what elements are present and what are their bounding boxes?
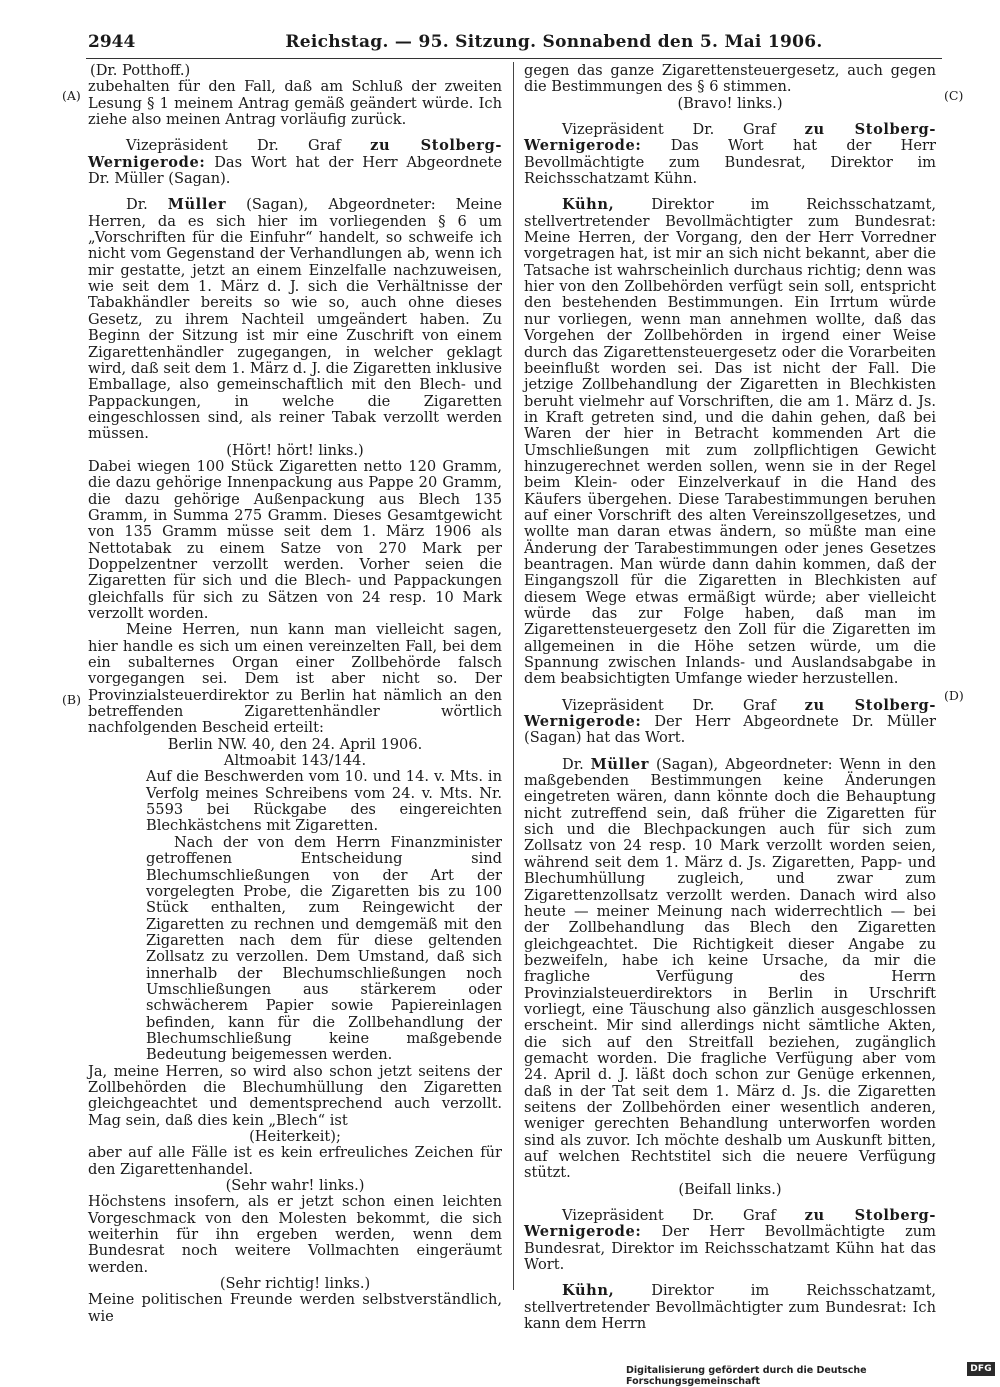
interjection: (Heiterkeit); [249,1128,341,1145]
paragraph: Meine politischen Freunde werden selbstverständlich, wie [88,1291,502,1325]
paragraph: Dabei wiegen 100 Stück Zigaretten netto 120 Gramm, die dazu gehörige Innenpackung aus Pappe 20 Gramm, die dazu gehörige Außenpackung aus Blech 135 Gramm, in Summa 275 Gramm. Dieses Gesamtgewicht von 135 Gramm müsse seit dem 1. März 1906 als Nettotabak zu einem Satze von 270 Mark per Doppelzentner verzollt werden. Vorher seien die Zigaretten für sich und die Blech- und Pappackungen gleichfalls für sich zu Sätzen von 24 resp. 10 Mark verzollt worden. [88,457,502,622]
speaker-name: Kühn, [562,1282,615,1300]
interjection: (Hört! hört! links.) [226,441,364,459]
margin-mark-a: (A) [62,88,81,103]
letter-paragraph: Nach der von dem Herrn Finanzminister getroffenen Entscheidung sind Blechumschließungen von der Art der vorgelegten Probe, die Zigaretten bis zu 100 Stück enthalten, zum Reingewicht der Zigaretten zu rechnen und demgemäß mit den Zigaretten nach dem für diese geltenden Zollsatz zu verzollen. Dem Umstand, daß sich innerhalb der Blechumschließungen noch Umschließungen aus stärkerem oder schwächerem Papier sowie Papiereinlagen befinden, kann für die Zollbehandlung der Blechumschließung keine maßgebende Bedeutung beigemessen werden. [146,833,502,1064]
margin-mark-c: (C) [944,88,964,103]
header-rule [86,58,942,59]
letter-place-date: Berlin NW. 40, den 24. April 1906. [167,735,423,753]
paragraph: Meine Herren, nun kann man vielleicht sagen, hier handle es sich um einen vereinzelten Fall, bei dem ein subalternes Organ einer Zollbehörde falsch vorgegangen sei. Dem ist aber nicht so. Der Provinzialsteuerdirektor zu Berlin hat nämlich an den betreffenden Zigarettenhändler wörtlich nachfolgenden Bescheid erteilt: [88,621,502,737]
interjection: (Bravo! links.) [677,94,783,112]
speaker-name: zu Stolberg-Wernigerode: [88,137,502,171]
digitization-credit: Digitalisierung gefördert durch die Deutsche Forschungsgemeinschaft [626,1365,867,1387]
speaker-name: Müller [590,755,650,773]
interjection: (Sehr richtig! links.) [219,1275,371,1293]
speech-mueller: Dr. Müller (Sagan), Abgeordneter: Wenn in den maßgebenden Bestimmungen keine Änderungen eingetreten wären, dann könnte doch die Behauptung nicht zutreffend sein, daß früher die Zigaretten für sich und die Blechpackungen auch für sich zum Zollsatz von 24 resp. 10 Mark verzollt worden seien, während seit dem 1. März d. Js. Zigaretten, Papp- und Blechumhüllung zugleich, und zwar zum Zigarettenzollsatz verzollt werden. Danach wird also heute — meiner Meinung nach widerrechtlich — bei der Zollbehandlung das Blech den Zigaretten gleichgeachtet. Die Richtigkeit dieser Angabe zu bezweifeln, habe ich keine Ursache, da mir die fragliche Verfügung des Herrn Provinzialsteuerdirektors in Berlin in Urschrift vorliegt, eine Täuschung also gänzlich ausgeschlossen erscheint. Mir sind allerdings nicht sämtliche Akten, die sich auf den Streitfall beziehen, zugänglich gemacht worden. Die fragliche Verfügung aber vom 24. April d. J. läßt doch schon zur Genüge erkennen, daß in der Tat seit dem 1. März d. Js. die Zigaretten seitens der Zollbehörden einer wesentlich anderen, weniger gerechten Behandlung unterworfen worden sind als zuvor. Ich möchte deshalb um Auskunft bitten, auf welchen Rechtstitel sich die neuere Verfügung stützt. [524,755,936,1182]
left-column [88,63,502,1325]
column-divider [513,62,514,1290]
paragraph: zubehalten für den Fall, daß am Schluß der zweiten Lesung § 1 meinem Antrag gemäß geändert würde. Ich ziehe also meinen Antrag vorläufig zurück. [88,78,502,129]
paragraph: Ja, meine Herren, so wird also schon jetzt seitens der Zollbehörden die Blechumhüllung den Zigaretten gleichgeachtet und dementsprechend auch verzollt. Mag sein, daß dies kein „Blech“ ist [88,1062,502,1129]
chair-statement: Vizepräsident Dr. Graf zu Stolberg-Wernigerode: Das Wort hat der Herr Abgeordnete Dr. Müller (Sagan). [88,137,502,188]
speaker-context: (Dr. Potthoff.) [90,62,191,79]
right-column [524,63,936,1332]
speaker-name: zu Stolberg-Wernigerode: [524,121,936,155]
paragraph: aber auf alle Fälle ist es kein erfreuliches Zeichen für den Zigarettenhandel. [88,1144,502,1178]
speaker-name: zu Stolberg-Wernigerode: [524,1207,936,1241]
page-header [88,32,940,58]
chair-statement: Vizepräsident Dr. Graf zu Stolberg-Wernigerode: Der Herr Bevollmächtigte zum Bundesrat, Direktor im Reichsschatzamt Kühn hat das Wort. [524,1207,936,1274]
speaker-name: Müller [167,196,227,214]
margin-mark-d: (D) [944,688,964,703]
paragraph: Höchstens insofern, als er jetzt schon einen leichten Vorgeschmack von den Molesten bekommt, die sich weiterhin für ihn ergeben werden, wenn dem Bundesrat noch weitere Vollmachten eingeräumt werden. [88,1193,502,1276]
page-title: Reichstag. — 95. Sitzung. Sonnabend den 5. Mai 1906. [285,32,823,52]
speech-kuehn: Kühn, Direktor im Reichsschatzamt, stellvertretender Bevollmächtigter zum Bundesrat: Meine Herren, der Vorgang, den der Herr Vorredner vorgetragen hat, ist mir an sich nicht bekannt, aber die Tatsache ist wahrscheinlich durchaus richtig; denn was hier von den Zollbehörden verfügt sein soll, entspricht den bestehenden Bestimmungen. Ein Irrtum würde nur vorliegen, wenn man annehmen wollte, daß das Vorgehen der Zollbehörden in irgend einer Weise durch das Zigarettensteuergesetz oder die Vorarbeiten beeinflußt worden sei. Das ist nicht der Fall. Die jetzige Zollbehandlung der Zigaretten in Blechkisten beruht vielmehr auf Vorschriften, die am 1. März d. Js. in Kraft getreten sind, und die dahin gehen, daß bei Waren der hier in Betracht kommenden Art die Umschließungen mit zum zollpflichtigen Gewicht hinzugerechnet werden sollen, wenn sie in der Regel beim Klein- oder Einzelverkauf in die Hand des Käufers übergehen. Diese Tarabestimmungen beruhen auf einer Vorschrift des alten Vereinszollgesetzes, und wollte man daran etwas ändern, so müßte man eine Änderung der Tarabestimmungen oder jenes Gesetzes beantragen. Man würde dann dahin kommen, daß der Eingangszoll für die Zigaretten in Blechkisten auf diesem Wege etwas ermäßigt würde; aber vielleicht würde das zur Folge haben, daß man im Zigarettensteuergesetz den Zoll für die Zigaretten im allgemeinen in die Höhe setzen würde, um die Spannung zwischen Inlands- und Auslandsabgabe in dem beabsichtigten Umfange wieder herzustellen. [524,196,937,688]
interjection: (Beifall links.) [678,1180,782,1198]
dfg-logo: DFG [967,1362,995,1376]
paragraph: gegen das ganze Zigarettensteuergesetz, auch gegen die Bestimmungen des § 6 stimmen. [524,62,936,96]
chair-statement: Vizepräsident Dr. Graf zu Stolberg-Wernigerode: Der Herr Abgeordnete Dr. Müller (Sagan) hat das Wort. [524,696,936,747]
page-number: 2944 [88,32,136,52]
speaker-name: Kühn, [562,196,615,214]
speech-mueller: Dr. Müller (Sagan), Abgeordneter: Meine Herren, da es sich hier im vorliegenden § 6 um „Vorschriften für die Einfuhr“ handelt, so schweife ich nicht vom Gegenstand der Verhandlungen ab, wenn ich mir gestatte, jetzt an einem Einzelfalle nachzuweisen, wie seit dem 1. März d. J. sich die Verhältnisse der Tabakhändler bereits so wie so, auch ohne dieses Gesetz, zu ihrem Nachteil umgeändert haben. Zu Beginn der Sitzung ist mir eine Zuschrift von einem Zigarettenhändler zugegangen, in welcher geklagt wird, daß seit dem 1. März d. J. die Zigaretten inklusive Emballage, also gemeinschaftlich mit den Blech- und Pappackungen, in welche die Zigaretten eingeschlossen sind, als reiner Tabak verzollt werden müssen. [88,196,502,443]
interjection: (Sehr wahr! links.) [225,1177,365,1195]
speech-kuehn: Kühn, Direktor im Reichsschatzamt, stellvertretender Bevollmächtigter zum Bundesrat: Ich kann dem Herrn [524,1282,936,1333]
letter-address: Altmoabit 143/144. [223,752,367,770]
speaker-name: zu Stolberg-Wernigerode: [524,696,936,731]
chair-statement: Vizepräsident Dr. Graf zu Stolberg-Wernigerode: Das Wort hat der Herr Bevollmächtigte zum Bundesrat, Direktor im Reichsschatzamt Kühn. [524,121,936,188]
margin-mark-b: (B) [62,692,81,707]
letter-paragraph: Auf die Beschwerden vom 10. und 14. v. Mts. in Verfolg meines Schreibens vom 24. v. Mts. Nr. 5593 bei Rückgabe des eingereichten Blechkästchens mit Zigaretten. [146,768,502,835]
